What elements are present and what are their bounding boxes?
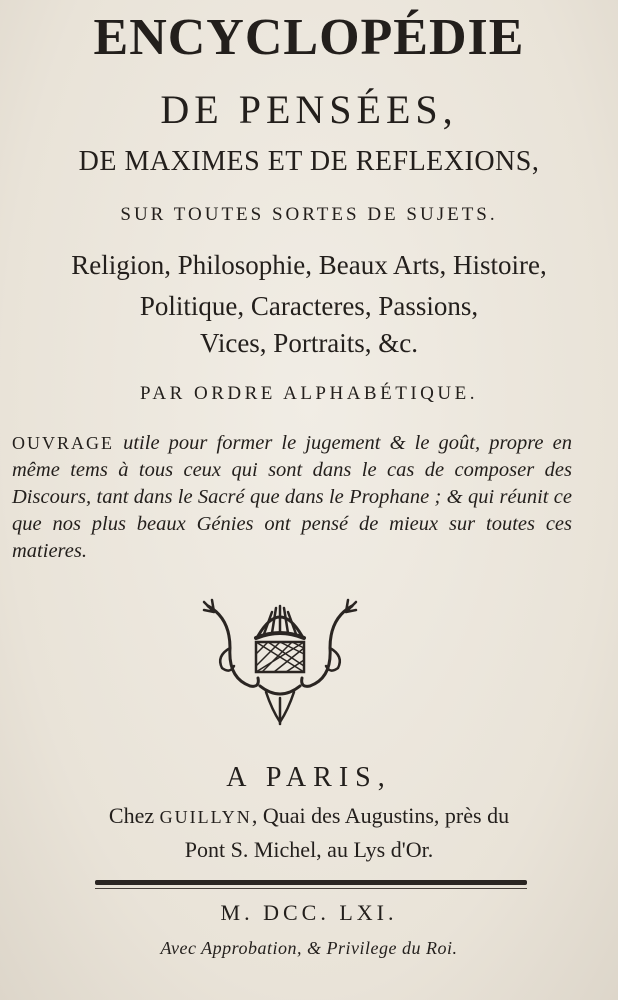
description-caps: OUVRAGE: [12, 433, 114, 453]
subjects-line-1: Religion, Philosophie, Beaux Arts, Histoire,: [71, 250, 547, 280]
publisher-rest: , Quai des Augustins, près du: [251, 803, 510, 828]
imprint-address: Pont S. Michel, au Lys d'Or.: [184, 837, 434, 862]
title-line-1: ENCYCLOPÉDIE: [93, 9, 525, 66]
order-line: PAR ORDRE ALPHABÉTIQUE.: [140, 383, 478, 404]
approbation-line: Avec Approbation, & Privilege du Roi.: [160, 938, 458, 958]
divider-rule-thin: [95, 888, 527, 889]
subjects-line-3: Vices, Portraits, &c.: [199, 328, 419, 358]
imprint-publisher: [0, 803, 618, 829]
subjects-line-2: Politique, Caracteres, Passions,: [139, 291, 479, 321]
description-text: utile pour former le jugement & le goût, propre en même tems à tous ceux qui sont dans le cas de composer des Discours, tant dans le Sacré que dans le Prophane ; & qui réunit ce que nos plus beaux Génies ont pensé de mieux sur toutes ces matieres.: [12, 432, 572, 562]
title-line-2: DE PENSÉES,: [160, 87, 458, 132]
title-line-4: SUR TOUTES SORTES DE SUJETS.: [120, 204, 498, 225]
description-paragraph: [12, 430, 572, 565]
imprint-city: A PARIS,: [226, 762, 392, 793]
fleuron-ornament-icon: [200, 598, 360, 728]
publisher-name: GUILLYN: [159, 807, 252, 827]
publication-year: M. DCC. LXI.: [220, 900, 398, 925]
title-line-3: DE MAXIMES ET DE REFLEXIONS,: [78, 146, 540, 177]
divider-rule: [95, 880, 527, 885]
publisher-prefix: Chez: [108, 803, 160, 828]
